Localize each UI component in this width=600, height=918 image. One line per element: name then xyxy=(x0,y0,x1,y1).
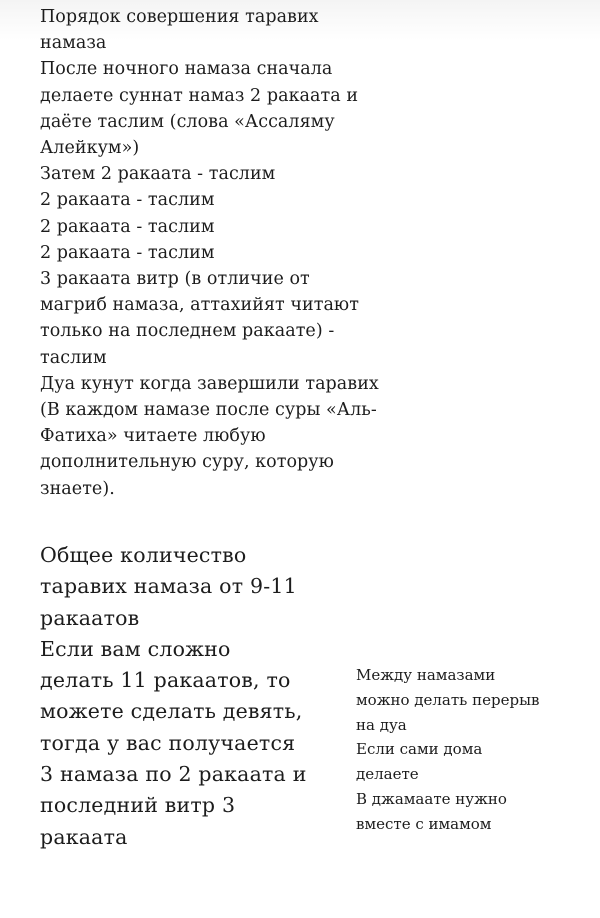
text-line: Затем 2 ракаата - таслим xyxy=(40,164,276,185)
text-line: 2 ракаата - таслим xyxy=(40,190,215,211)
text-line: ракаата xyxy=(40,824,128,849)
text-line: (В каждом намазе после суры «Аль- xyxy=(40,400,377,421)
text-line: После ночного намаза сначала xyxy=(40,59,333,80)
text-line: знаете). xyxy=(40,478,115,499)
text-line: 2 ракаата - таслим xyxy=(40,216,215,237)
text-line: магриб намаза, аттахийят читают xyxy=(40,295,359,316)
text-line: делаете суннат намаз 2 ракаата и xyxy=(40,85,359,106)
text-line: на дуа xyxy=(356,715,407,734)
text-line: 3 намаза по 2 ракаата и xyxy=(40,762,307,787)
text-line: Если вам сложно xyxy=(40,636,231,661)
text-line: намаза xyxy=(40,33,107,54)
text-line: таравих намаза от 9-11 xyxy=(40,574,297,599)
text-line: можно делать перерыв xyxy=(356,690,540,709)
text-line: таслим xyxy=(40,347,107,368)
text-line: Порядок совершения таравих xyxy=(40,7,319,27)
total-count-text xyxy=(40,540,350,853)
side-note-text xyxy=(356,663,594,837)
text-line: 2 ракаата - таслим xyxy=(40,242,215,263)
text-line: Фатиха» читаете любую xyxy=(40,426,266,447)
text-line: только на последнем ракаате) - xyxy=(40,321,335,342)
text-line: Общее количество xyxy=(40,543,247,567)
text-line: делаете xyxy=(356,765,419,784)
text-line: Алейкум») xyxy=(40,138,140,159)
text-line: 3 ракаата витр (в отличие от xyxy=(40,269,310,290)
text-line: вместе с имамом xyxy=(356,814,492,833)
prayer-order-text xyxy=(40,4,585,502)
text-line: Дуа кунут когда завершили таравих xyxy=(40,373,379,394)
text-line: тогда у вас получается xyxy=(40,730,296,755)
text-line: Если сами дома xyxy=(356,740,483,759)
text-line: последний витр 3 xyxy=(40,793,236,818)
text-line: В джамаате нужно xyxy=(356,789,507,808)
text-line: Между намазами xyxy=(356,666,496,684)
text-line: можете сделать девять, xyxy=(40,699,303,724)
text-line: делать 11 ракаатов, то xyxy=(40,668,291,693)
text-line: ракаатов xyxy=(40,605,140,630)
text-line: дополнительную суру, которую xyxy=(40,452,334,473)
text-line: даёте таслим (слова «Ассаляму xyxy=(40,111,335,132)
